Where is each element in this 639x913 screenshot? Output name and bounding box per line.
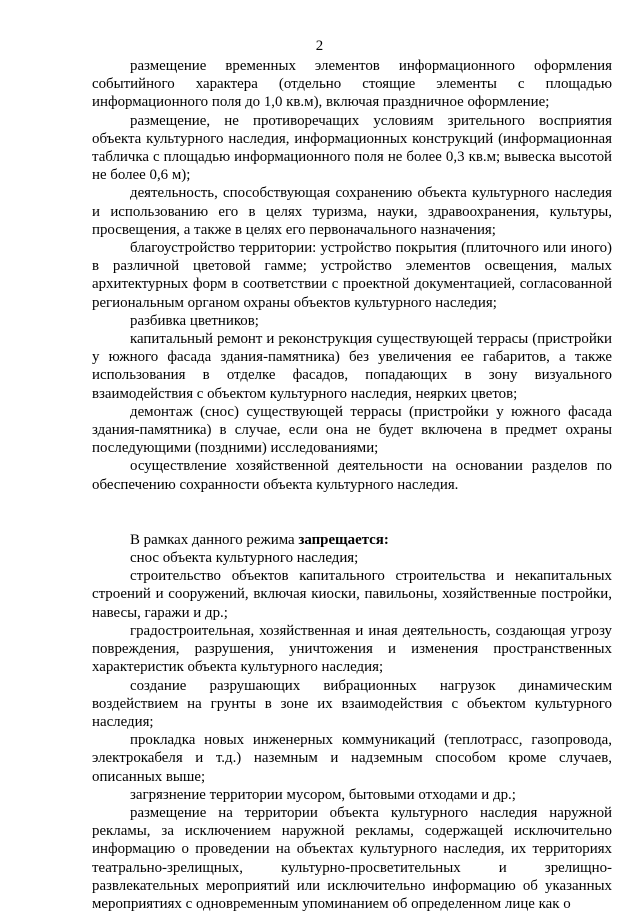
list-item: разбивка цветников; [130, 312, 259, 329]
list-item: демонтаж (снос) существующей террасы (пристройки у южного фасада здания-памятника) в случае, если она не будет включена в предмет охраны последующими (поздними) исследованиями; [92, 403, 612, 457]
list-item: благоустройство территории: устройство покрытия (плиточного или иного) в различной цветовой гамме; устройство элементов освещения, малых архитектурных форм в соответствии с проектной документацией, согласованной региональным органом охраны объектов культурного наследия; [92, 240, 612, 311]
list-item: размещение временных элементов информационного оформления событийного характера (отдельно стоящие элементы с площадью информационного поля до 1,0 кв.м), включая праздничное оформление; [92, 58, 612, 111]
list-item: деятельность, способствующая сохранению объекта культурного наследия и использованию его в целях туризма, науки, здравоохранения, культуры, просвещения, а также в целях его первоначального назначения; [92, 185, 612, 238]
list-item: капитальный ремонт и реконструкция существующей террасы (пристройки у южного фасада здания-памятника) без увеличения ее габаритов, а также использования в отделке фасадов, попадающих в зону визуального взаимодействия с объектом культурного наследия, неярких цветов; [92, 331, 612, 402]
page-number: 2 [315, 38, 324, 54]
list-item: размещение на территории объекта культурного наследия наружной рекламы, за исключением наружной рекламы, содержащей исключительно информацию о проведении на объектах культурного наследия, их территориях театрально-зрелищных, культурно-просветительных и зрелищно-развлекательных мероприятий или исключительно информацию об указанных мероприятиях с одновременным упоминанием об определенном лице как о [92, 804, 612, 912]
list-item: снос объекта культурного наследия; [130, 550, 359, 567]
list-item: загрязнение территории мусором, бытовыми отходами и др.; [130, 786, 516, 803]
list-item: осуществление хозяйственной деятельности на основании разделов по обеспечению сохранности объекта культурного наследия. [92, 458, 612, 493]
prohibited-heading [92, 531, 612, 549]
prohibited-heading-keyword: запрещается: [298, 531, 389, 548]
prohibited-heading-prefix: В рамках данного режима [130, 531, 299, 548]
list-item: прокладка новых инженерных коммуникаций (теплотрасс, газопровода, электрокабеля и т.д.) наземным и надземным способом кроме случаев, описанных выше; [92, 732, 612, 785]
prohibited-activities-list [92, 549, 612, 913]
list-item: создание разрушающих вибрационных нагрузок динамическим воздействием на грунты в зоне их взаимодействия с объектом культурного наследия; [92, 677, 612, 730]
section-spacer [92, 494, 612, 531]
list-item: размещение, не противоречащих условиям зрительного восприятия объекта культурного наследия, информационных конструкций (информационная табличка с площадью информационного поля не более 0,3 кв.м; вывеска высотой не более 0,6 м); [92, 112, 612, 184]
allowed-activities-list [92, 57, 612, 494]
list-item: строительство объектов капитального строительства и некапитальных строений и сооружений, включая киоски, павильоны, хозяйственные постройки, навесы, гаражи и др.; [92, 568, 612, 621]
list-item: градостроительная, хозяйственная и иная деятельность, создающая угрозу повреждения, разрушения, уничтожения и изменения пространственных характеристик объекта культурного наследия; [92, 622, 612, 676]
